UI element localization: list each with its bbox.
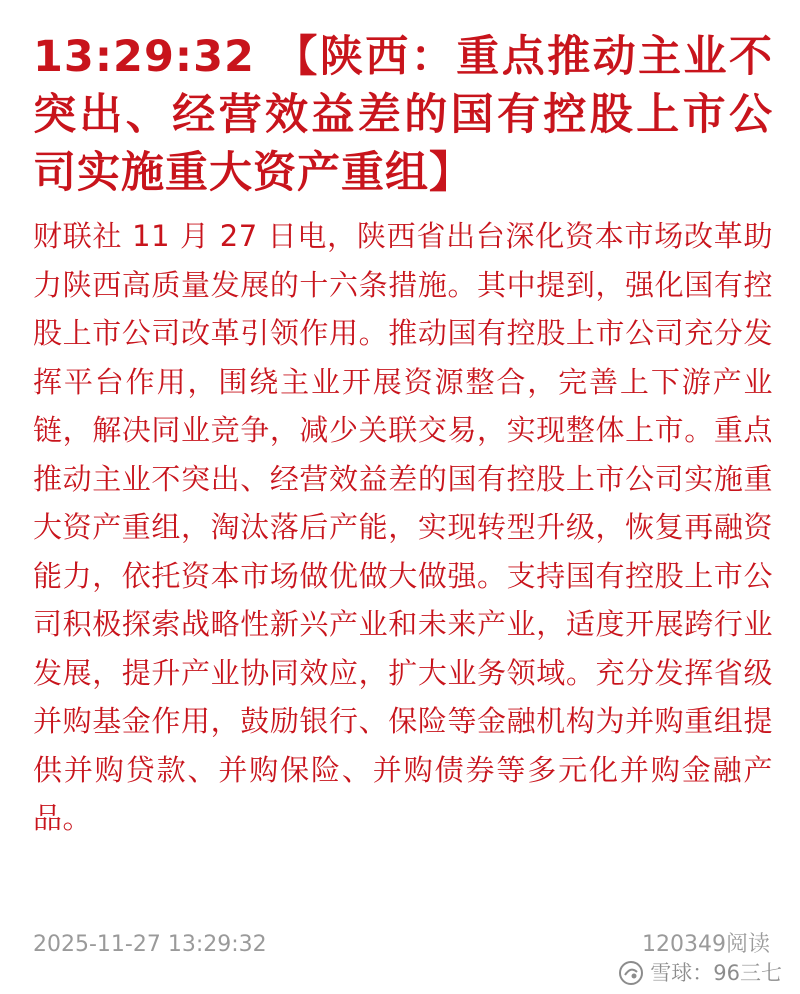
headline-time: 13:29:32 (33, 32, 255, 82)
publish-datetime: 2025-11-27 13:29:32 (33, 932, 267, 957)
watermark (618, 958, 782, 988)
snowball-logo-icon (618, 960, 644, 986)
watermark-text: 雪球：96三七 (650, 961, 782, 985)
article-body: 财联社 11 月 27 日电，陕西省出台深化资本市场改革助力陕西高质量发展的十六条措施。其中提到，强化国有控股上市公司改革引领作用。推动国有控股上市公司充分发挥平台作用，围绕主业开展资源整合，完善上下游产业链，解决同业竞争，减少关联交易，实现整体上市。重点推动主业不突出、经营效益差的国有控股上市公司实施重大资产重组，淘汰落后产能，实现转型升级，恢复再融资能力，依托资本市场做优做大做强。支持国有控股上市公司积极探索战略性新兴产业和未来产业，适度开展跨行业发展，提升产业协同效应，扩大业务领域。充分发挥省级并购基金作用，鼓励银行、保险等金融机构为并购重组提供并购贷款、并购保险、并购债券等多元化并购金融产品。 (33, 219, 773, 835)
read-count: 120349阅读 (642, 932, 770, 957)
headline-title: 【陕西：重点推动主业不突出、经营效益差的国有控股上市公司实施重大资产重组】 (33, 32, 773, 198)
news-headline (33, 28, 773, 202)
